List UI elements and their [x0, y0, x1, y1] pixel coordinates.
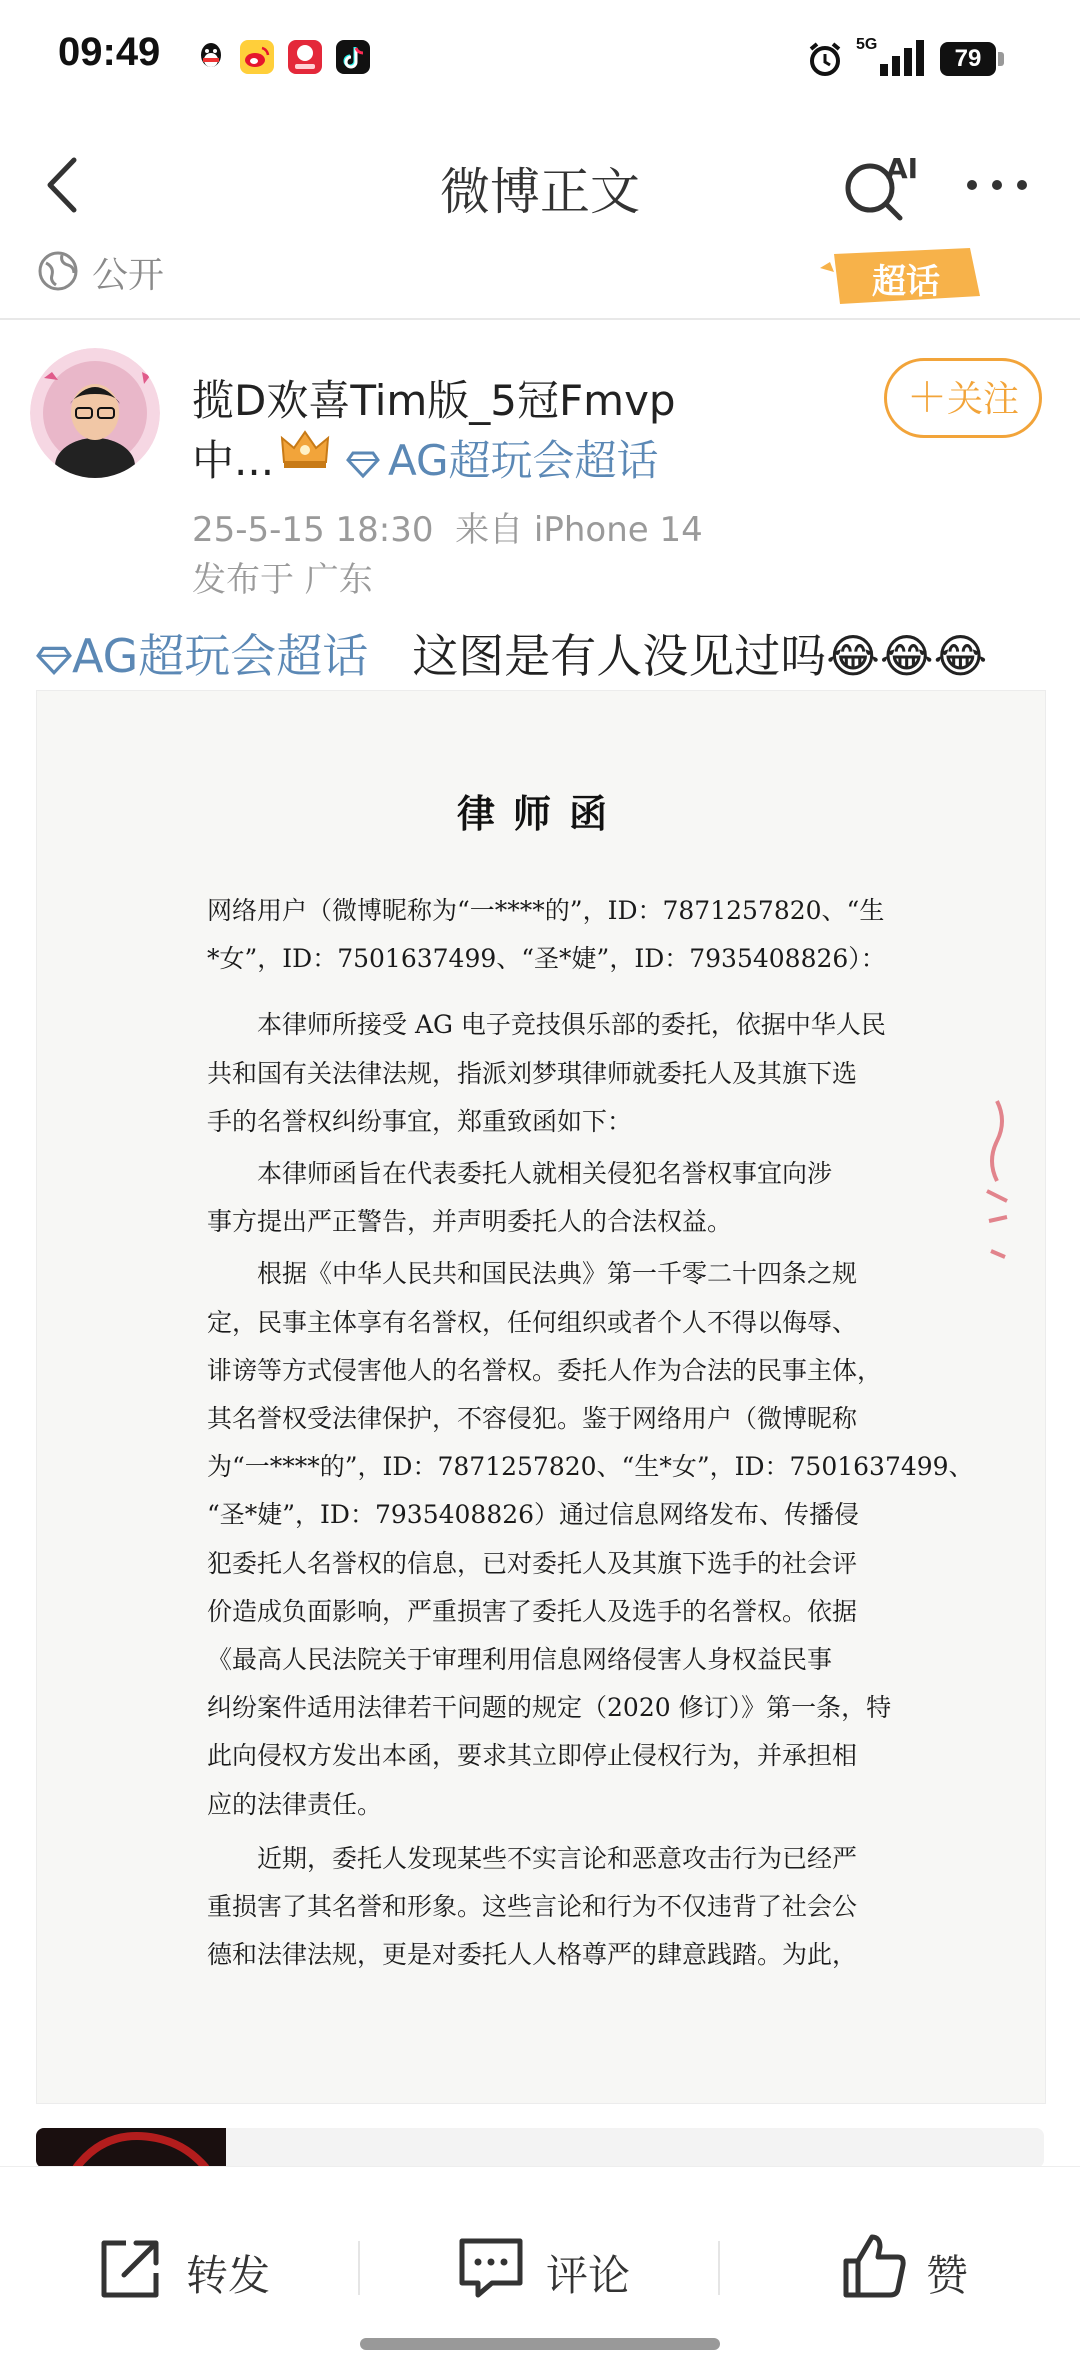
crown-badge-icon: [278, 426, 332, 472]
plus-icon: ＋: [906, 375, 947, 421]
comment-button[interactable]: [456, 2225, 656, 2305]
document-line: 共和国有关法律法规，指派刘梦琪律师就委托人及其旗下选: [207, 1058, 858, 1088]
document-line: 应的法律责任。: [207, 1789, 383, 1819]
document-title: 律师函: [456, 791, 625, 836]
follow-label: 关注: [946, 379, 1019, 420]
post-topic-label: AG超玩会超话: [72, 629, 369, 683]
document-line: 重损害了其名誉和形象。这些言论和行为不仅违背了社会公: [207, 1892, 858, 1921]
document-line: 纠纷案件适用法律若干问题的规定（2020 修订）》第一条，特: [207, 1693, 892, 1723]
author-topic-link[interactable]: [346, 428, 659, 488]
document-line: 为“一****的”，ID：7871257820、“生*女”，ID：7501637499、: [207, 1452, 974, 1482]
document-line: 事方提出严正警告，并声明委托人的合法权益。: [207, 1207, 733, 1237]
signal-icon: [880, 40, 928, 80]
thumbs-up-icon: [838, 2231, 908, 2301]
document-line: 根据《中华人民共和国民法典》第一千零二十四条之规: [257, 1259, 858, 1289]
battery-level: 79: [940, 42, 996, 76]
globe-icon: [36, 249, 80, 293]
more-dots-icon: [962, 170, 1032, 200]
document-line: 网络用户（微博昵称为“一****的”，ID：7871257820、“生: [207, 896, 885, 925]
app-618-icon: [288, 40, 322, 74]
post-topic-link[interactable]: [36, 629, 383, 683]
weibo-icon: [240, 40, 274, 74]
document-line: 本律师函旨在代表委托人就相关侵犯名誉权事宜向涉: [257, 1159, 833, 1188]
author-name-overflow[interactable]: 中...: [192, 436, 275, 485]
sticker-label: 超话: [872, 262, 940, 302]
battery-tip: [998, 52, 1004, 66]
document-line: 本律师所接受 AG 电子竞技俱乐部的委托，依据中华人民: [257, 1010, 886, 1040]
avatar[interactable]: [30, 348, 160, 478]
document-line: 其名誉权受法律保护，不容侵犯。鉴于网络用户（微博昵称: [207, 1404, 858, 1433]
ai-search-button[interactable]: [838, 146, 918, 226]
diamond-icon: [36, 644, 72, 676]
document-line: 手的名誉权纠纷事宜，郑重致函如下：: [207, 1106, 633, 1136]
post-meta: [192, 502, 703, 551]
document-line: 此向侵权方发出本函，要求其立即停止侵权行为，并承担相: [207, 1741, 858, 1771]
diamond-icon: [346, 449, 380, 479]
document-line: 诽谤等方式侵害他人的名誉权。委托人作为合法的民事主体，: [207, 1355, 883, 1385]
post-source: 来自 iPhone 14: [455, 510, 703, 550]
network-type: 5G: [856, 36, 878, 53]
author-topic-label: AG超玩会超话: [388, 436, 659, 485]
post-body: 这图是有人没见过吗😂😂😂: [412, 629, 988, 683]
document-line: 犯委托人名誉权的信息，已对委托人及其旗下选手的社会评: [207, 1548, 858, 1578]
author-name[interactable]: 揽D欢喜Tim版_5冠Fmvp: [192, 376, 676, 425]
status-bar: [0, 0, 1080, 120]
page-title: 微博正文: [440, 163, 640, 221]
visibility-label: 公开: [92, 255, 165, 296]
repost-label: 转发: [186, 2251, 271, 2300]
home-indicator[interactable]: [360, 2338, 720, 2350]
status-time: 09:49: [58, 30, 161, 74]
seal-stamp-icon: [977, 1091, 1017, 1271]
follow-button[interactable]: [884, 358, 1042, 438]
post-location: 发布于 广东: [192, 560, 373, 600]
post-text: [36, 620, 987, 686]
preview-thumbnail: [36, 2128, 226, 2168]
like-button[interactable]: [838, 2225, 998, 2305]
document-line: 《最高人民法院关于审理利用信息网络侵害人身权益民事: [207, 1645, 833, 1674]
post-time: 25-5-15 18:30: [192, 510, 434, 550]
repost-button[interactable]: [96, 2225, 296, 2305]
document-line: “圣*婕”，ID：7935408826）通过信息网络发布、传播侵: [207, 1500, 860, 1530]
document-line: 近期，委托人发现某些不实言论和恶意攻击行为已经严: [257, 1843, 858, 1873]
tiktok-icon: [336, 40, 370, 74]
ai-label: AI: [886, 152, 919, 185]
comment-icon: [456, 2233, 526, 2303]
alarm-icon: [806, 40, 844, 82]
next-image-preview[interactable]: [36, 2128, 1044, 2168]
document-line: 价造成负面影响，严重损害了委托人及选手的名誉权。依据: [207, 1596, 858, 1626]
more-button[interactable]: [962, 170, 1032, 200]
share-icon: [96, 2233, 166, 2303]
qq-icon: [194, 40, 228, 74]
comment-label: 评论: [546, 2251, 631, 2300]
action-separator: [358, 2241, 360, 2295]
action-separator: [718, 2241, 720, 2295]
post-image[interactable]: [36, 690, 1046, 2104]
divider: [0, 318, 1080, 320]
like-label: 赞: [926, 2251, 969, 2300]
document-line: 定，民事主体享有名誉权，任何组织或者个人不得以侮辱、: [207, 1307, 858, 1337]
document-line: *女”，ID：7501637499、“圣*婕”，ID：7935408826）：: [207, 944, 886, 974]
document-line: 德和法律法规，更是对委托人人格尊严的肆意践踏。为此，: [207, 1940, 858, 1970]
super-topic-sticker[interactable]: [820, 238, 990, 312]
